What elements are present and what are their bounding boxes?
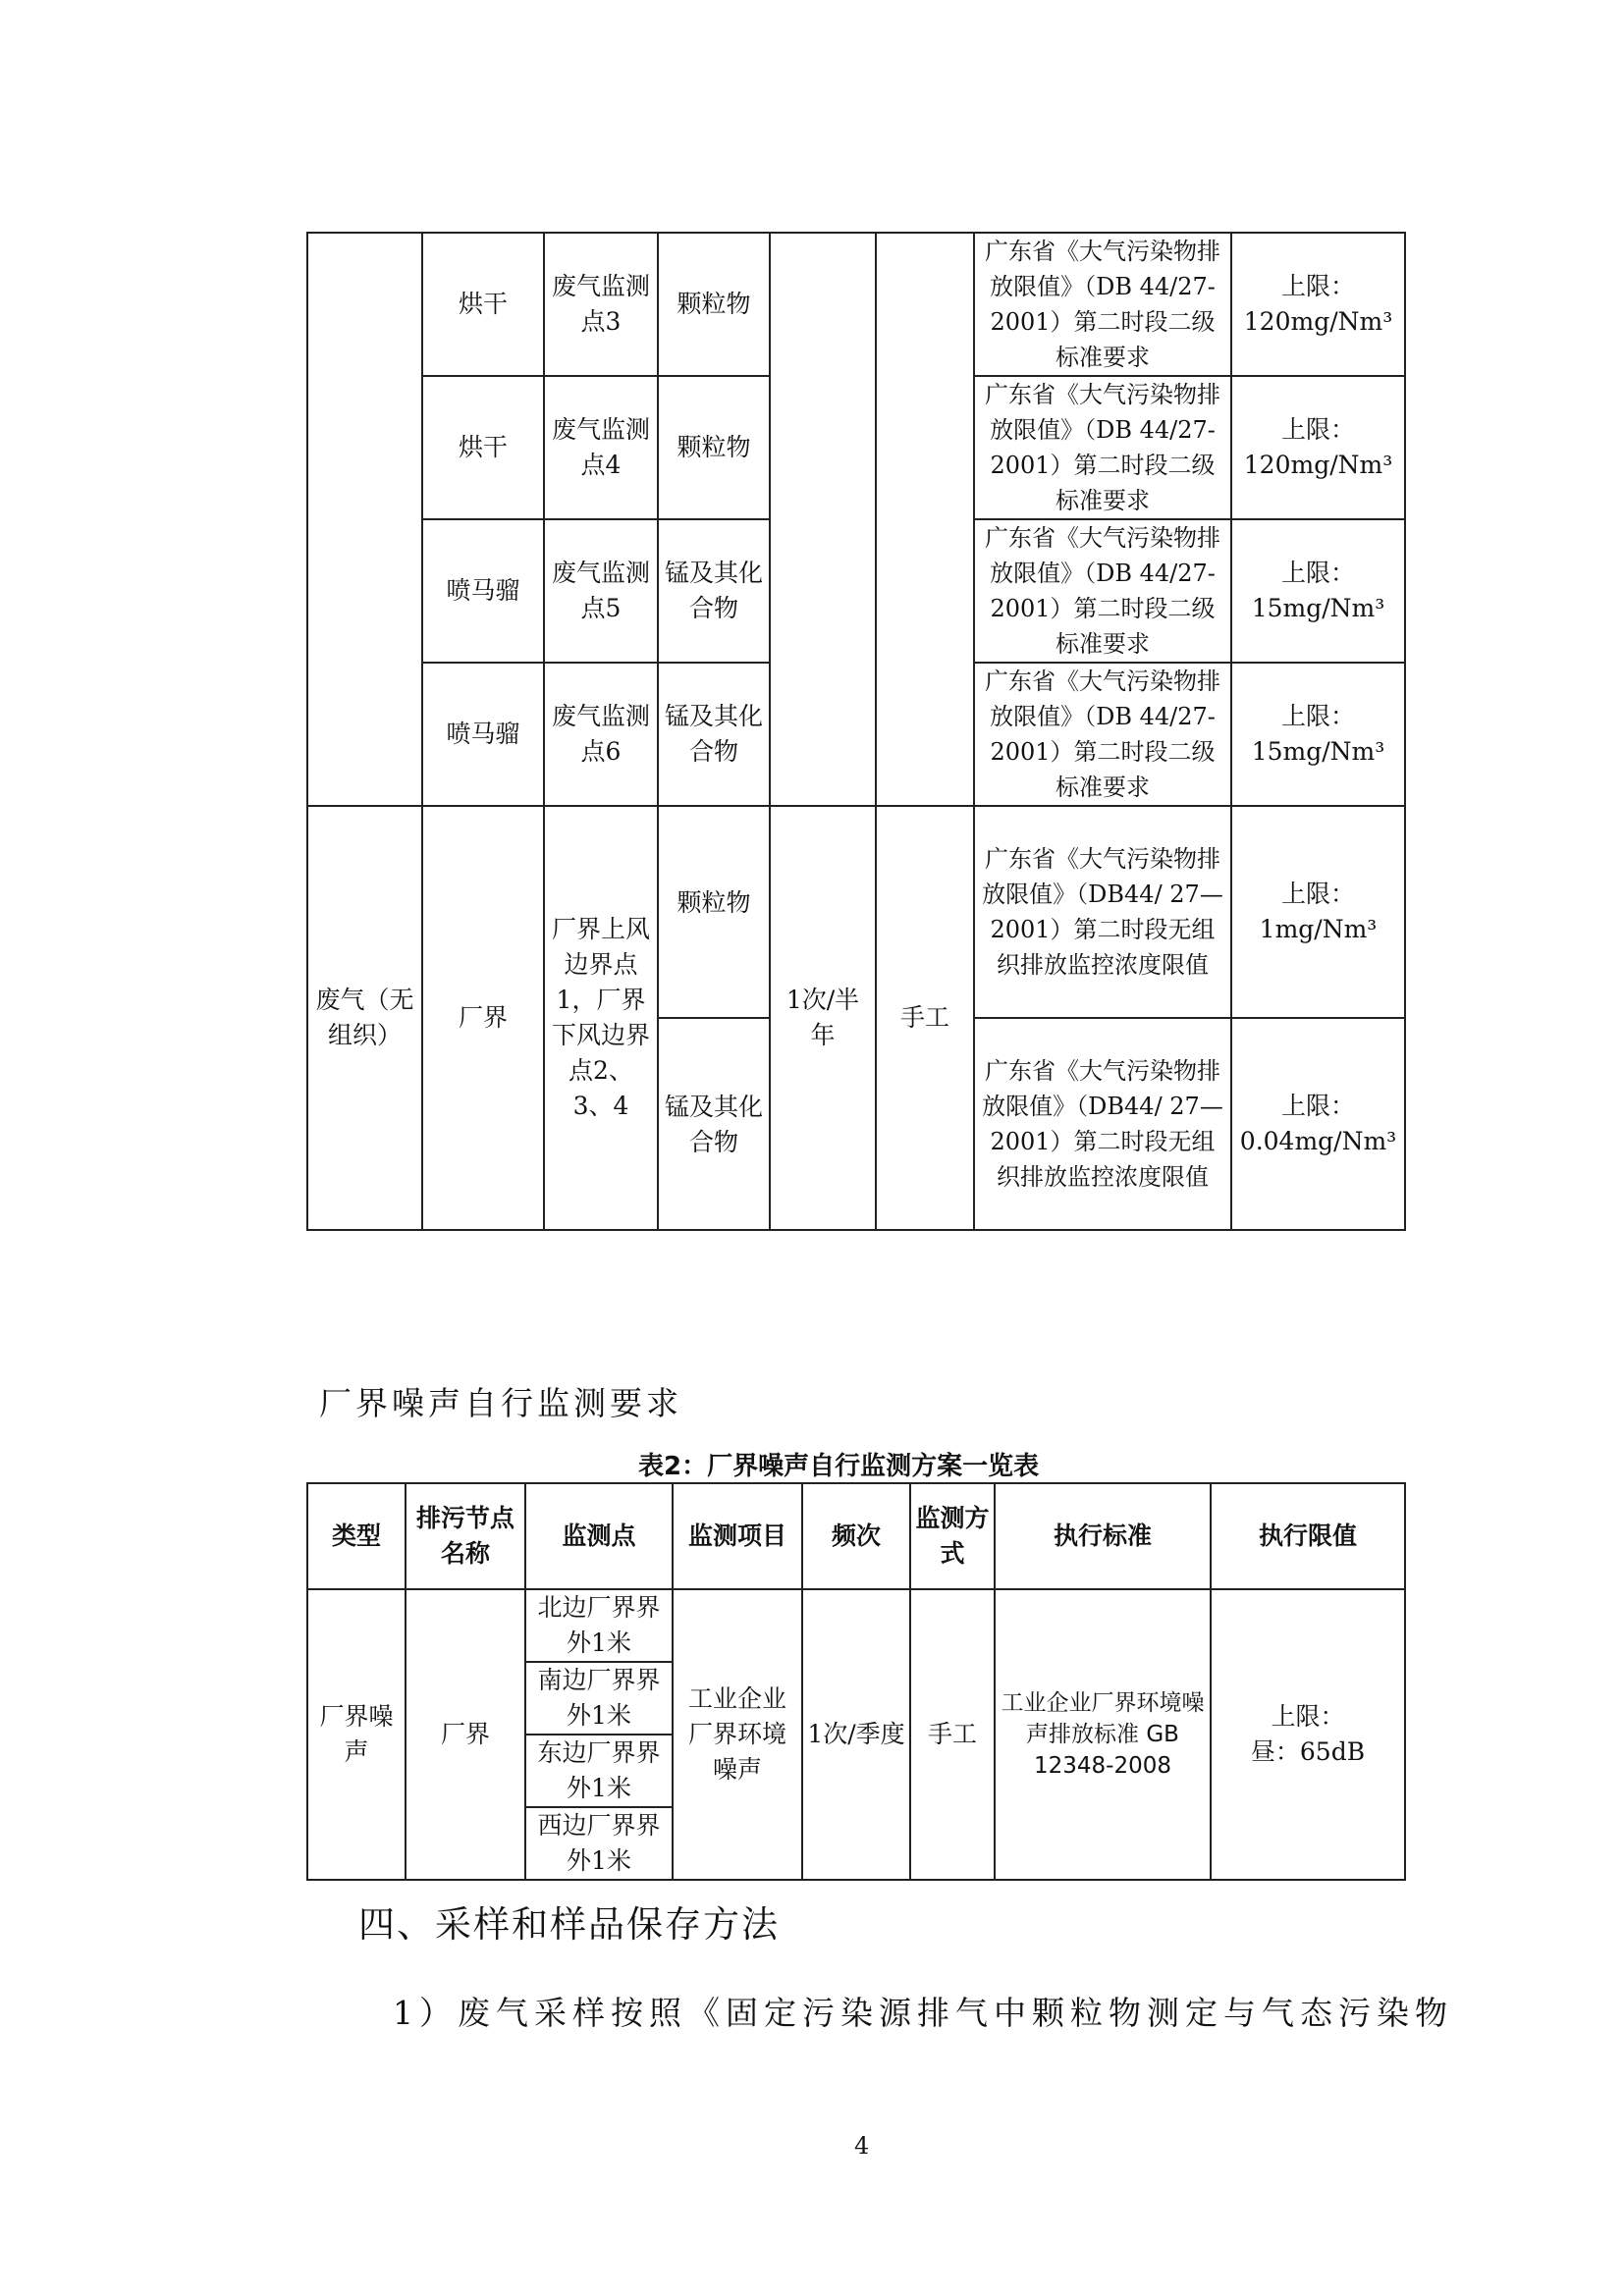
monitoring-item-cell: 颗粒物 [658,806,770,1018]
frequency-cell: 1次/季度 [802,1589,910,1880]
limit-cell: 上限： 1mg/Nm³ [1231,806,1405,1018]
monitoring-item-cell: 锰及其化合物 [658,519,770,663]
limit-cell: 上限： 0.04mg/Nm³ [1231,1018,1405,1230]
column-header: 监测方式 [910,1483,995,1589]
standard-cell: 广东省《大气污染物排放限值》（DB 44/27-2001）第二时段二级标准要求 [974,519,1231,663]
node-cell: 厂界 [406,1589,525,1880]
method-cell: 手工 [910,1589,995,1880]
table-row [307,233,1405,376]
method-cell: 手工 [876,806,974,1230]
table-caption: 表2：厂界噪声自行监测方案一览表 [638,1452,1040,1481]
column-header: 执行限值 [1211,1483,1405,1589]
body-paragraph: 1）废气采样按照《固定污染源排气中颗粒物测定与气态污染物 [393,1994,1453,2032]
process-cell: 烘干 [422,233,544,376]
table-row [307,806,1405,1018]
limit-cell: 上限： 15mg/Nm³ [1231,663,1405,806]
column-header: 类型 [307,1483,406,1589]
section-label: 厂界噪声自行监测要求 [319,1384,682,1422]
section-heading: 四、采样和样品保存方法 [358,1903,780,1946]
limit-cell: 上限： 昼：65dB [1211,1589,1405,1880]
limit-cell: 上限： 120mg/Nm³ [1231,233,1405,376]
monitoring-item-cell: 颗粒物 [658,376,770,519]
column-header: 频次 [802,1483,910,1589]
monitoring-point-cell: 南边厂界界外1米 [525,1662,673,1735]
standard-cell: 广东省《大气污染物排放限值》（DB 44/27-2001）第二时段二级标准要求 [974,376,1231,519]
type-cell: 厂界噪声 [307,1589,406,1880]
table-header-row [307,1483,1405,1589]
limit-cell: 上限： 120mg/Nm³ [1231,376,1405,519]
method-cell [876,233,974,806]
monitoring-point-cell: 厂界上风边界点1，厂界下风边界点2、3、4 [544,806,658,1230]
monitoring-item-cell: 工业企业厂界环境噪声 [673,1589,802,1880]
frequency-cell [770,233,876,806]
monitoring-point-cell: 西边厂界界外1米 [525,1807,673,1880]
type-cell [307,233,422,806]
monitoring-point-cell: 废气监测点6 [544,663,658,806]
standard-cell: 工业企业厂界环境噪声排放标准 GB 12348-2008 [995,1589,1211,1880]
type-cell: 废气（无组织） [307,806,422,1230]
table-row [307,1589,1405,1662]
monitoring-item-cell: 颗粒物 [658,233,770,376]
column-header: 执行标准 [995,1483,1211,1589]
standard-cell: 广东省《大气污染物排放限值》（DB44/ 27—2001）第二时段无组织排放监控浓度限值 [974,1018,1231,1230]
monitoring-point-cell: 废气监测点5 [544,519,658,663]
monitoring-point-cell: 废气监测点3 [544,233,658,376]
frequency-cell: 1次/半年 [770,806,876,1230]
monitoring-point-cell: 北边厂界界外1米 [525,1589,673,1662]
column-header: 监测项目 [673,1483,802,1589]
noise-monitoring-table [306,1482,1406,1881]
column-header: 排污节点名称 [406,1483,525,1589]
monitoring-item-cell: 锰及其化合物 [658,1018,770,1230]
process-cell: 喷马骝 [422,663,544,806]
standard-cell: 广东省《大气污染物排放限值》（DB 44/27-2001）第二时段二级标准要求 [974,663,1231,806]
standard-cell: 广东省《大气污染物排放限值》（DB44/ 27—2001）第二时段无组织排放监控浓度限值 [974,806,1231,1018]
monitoring-item-cell: 锰及其化合物 [658,663,770,806]
column-header: 监测点 [525,1483,673,1589]
process-cell: 烘干 [422,376,544,519]
process-cell: 喷马骝 [422,519,544,663]
standard-cell: 广东省《大气污染物排放限值》（DB 44/27-2001）第二时段二级标准要求 [974,233,1231,376]
limit-cell: 上限： 15mg/Nm³ [1231,519,1405,663]
monitoring-point-cell: 废气监测点4 [544,376,658,519]
monitoring-point-cell: 东边厂界界外1米 [525,1735,673,1807]
page-number: 4 [854,2132,870,2160]
node-cell: 厂界 [422,806,544,1230]
exhaust-monitoring-table [306,232,1406,1231]
